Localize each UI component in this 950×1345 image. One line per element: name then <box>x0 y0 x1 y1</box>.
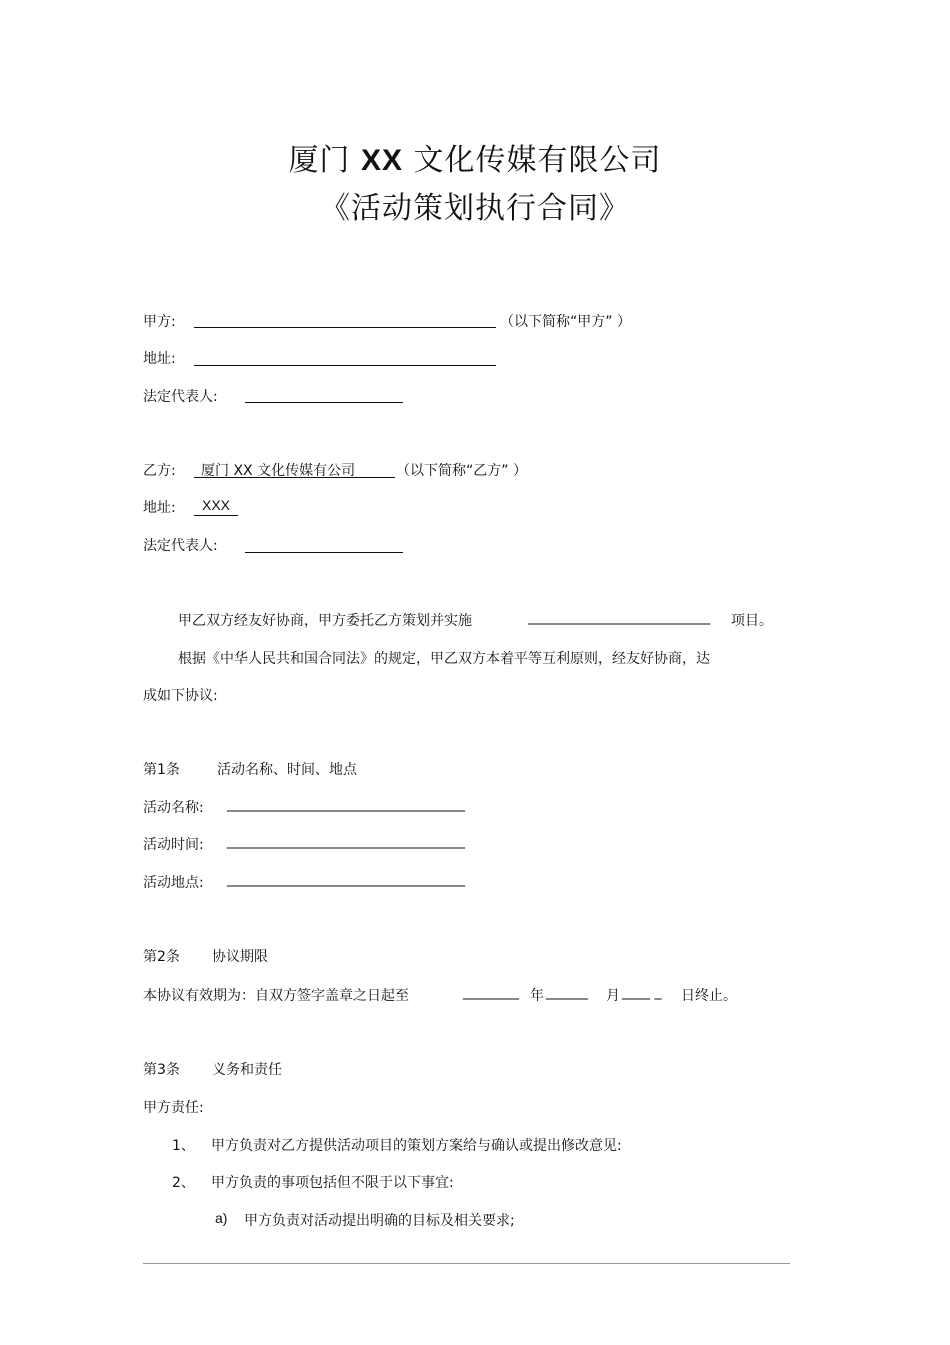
preamble-line2: 根据《中华人民共和国合同法》的规定，甲乙双方本着平等互利原则，经友好协商，达 <box>178 651 710 667</box>
activity-name-blank[interactable]: __________________________________ <box>227 796 465 812</box>
preamble-project-blank[interactable]: __________________________ <box>528 609 710 625</box>
preamble-line1-end: 项目。 <box>731 613 773 629</box>
duty-subitem-a-text: 甲方负责对活动提出明确的目标及相关要求; <box>244 1213 515 1229</box>
article1-number: 第1条 <box>143 762 180 778</box>
party-a-address-label: 地址: <box>143 351 176 367</box>
term-day-blank[interactable] <box>622 984 661 1000</box>
activity-name-label: 活动名称: <box>143 800 204 816</box>
party-b-rep-blank[interactable] <box>245 552 403 553</box>
party-b-label: 乙方: <box>143 463 176 479</box>
duty-item-1-text: 甲方负责对乙方提供活动项目的策划方案给与确认或提出修改意见: <box>211 1138 622 1154</box>
page-bottom-rule <box>143 1263 790 1264</box>
term-text: 本协议有效期为：自双方签字盖章之日起至 <box>143 988 409 1004</box>
party-b-name: 厦门 XX 文化传媒有公司 <box>201 463 356 479</box>
party-b-address-underline <box>194 515 238 516</box>
party-a-name-blank[interactable] <box>194 327 496 328</box>
preamble-line1-text: 甲乙双方经友好协商，甲方委托乙方策划并实施 <box>178 613 472 629</box>
title-company-suffix: 文化传媒有限公司 <box>403 143 662 178</box>
party-b-suffix: （以下简称“乙方” ） <box>396 463 527 479</box>
party-b-name-underline <box>194 477 395 478</box>
duty-item-2-number: 2、 <box>172 1175 195 1191</box>
duty-item-2-text: 甲方负责的事项包括但不限于以下事宜: <box>211 1175 454 1191</box>
article2-heading: 协议期限 <box>212 949 268 965</box>
duty-subitem-a-number: a) <box>215 1210 228 1226</box>
party-a-duties-heading: 甲方责任: <box>143 1100 204 1116</box>
term-month-label: 月 <box>606 988 620 1004</box>
title-company-xx: XX <box>360 144 404 177</box>
activity-time-label: 活动时间: <box>143 837 204 853</box>
activity-time-blank[interactable]: __________________________________ <box>227 833 465 849</box>
party-a-rep-blank[interactable] <box>245 402 403 403</box>
party-a-address-blank[interactable] <box>194 365 496 366</box>
party-a-label: 甲方: <box>143 314 176 330</box>
term-year-label: 年 <box>530 988 544 1004</box>
term-day-blank-part1: __ <box>622 984 636 1000</box>
activity-location-label: 活动地点: <box>143 875 204 891</box>
party-a-suffix: （以下简称“甲方” ） <box>500 314 631 330</box>
article3-heading: 义务和责任 <box>212 1062 282 1078</box>
article2-number: 第2条 <box>143 949 180 965</box>
party-b-address-label: 地址: <box>143 500 176 516</box>
duty-item-1-number: 1、 <box>172 1138 195 1154</box>
term-day-blank-part2: __ _ <box>636 984 662 1000</box>
activity-location-blank[interactable]: __________________________________ <box>227 871 465 887</box>
term-year-blank[interactable]: ________ <box>463 984 519 1000</box>
party-a-rep-label: 法定代表人: <box>143 389 218 405</box>
party-b-rep-label: 法定代表人: <box>143 538 218 554</box>
document-title-line2: 《活动策划执行合同》 <box>320 191 630 226</box>
title-company-prefix: 厦门 <box>288 143 361 178</box>
term-month-blank[interactable] <box>546 984 588 1000</box>
document-title-line1 <box>0 135 950 179</box>
term-month-blank-part2: ____ <box>560 984 588 1000</box>
preamble-line3: 成如下协议: <box>143 688 218 704</box>
article1-heading: 活动名称、时间、地点 <box>217 762 357 778</box>
party-b-address-value: XXX <box>202 497 231 513</box>
article3-number: 第3条 <box>143 1062 180 1078</box>
term-day-label: 日终止。 <box>681 988 737 1004</box>
term-month-blank-part1: __ <box>546 984 560 1000</box>
